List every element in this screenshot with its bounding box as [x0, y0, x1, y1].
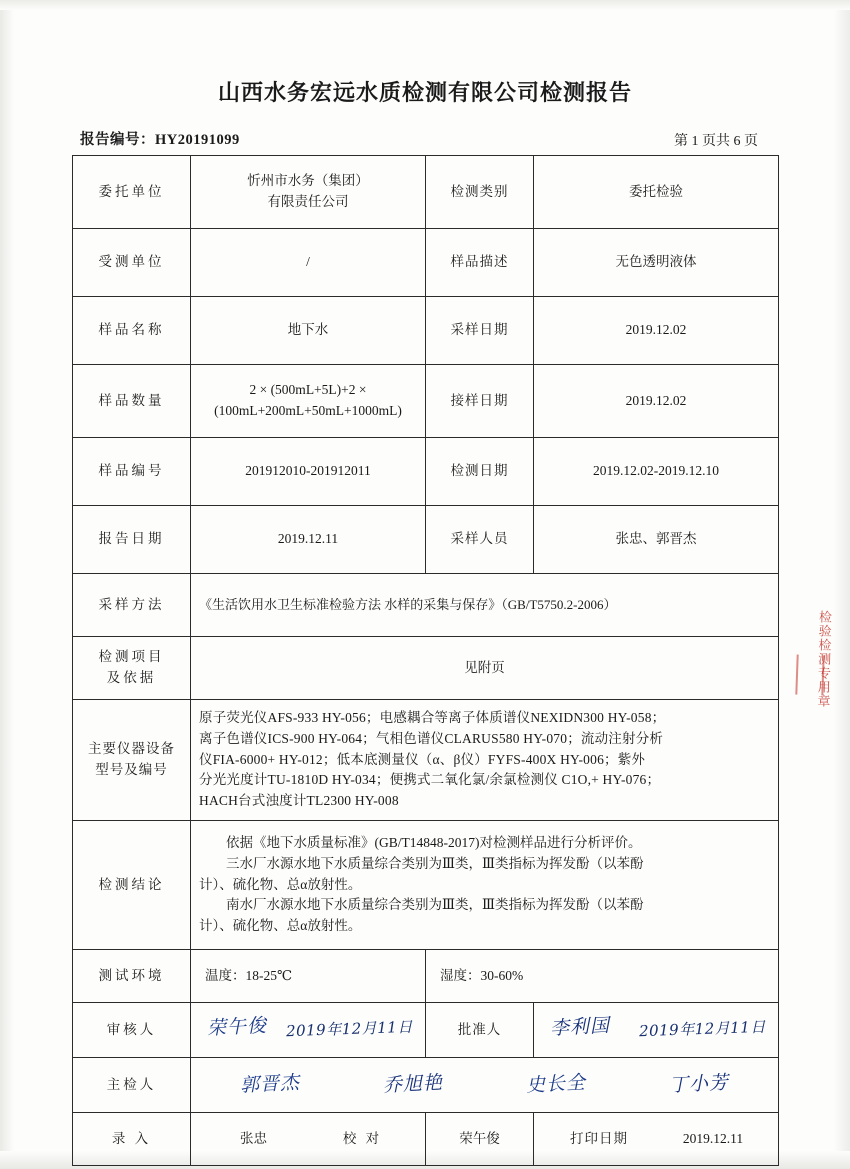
items-label — [73, 637, 191, 700]
chief-inspector-label: 主检人 — [73, 1058, 191, 1113]
table-row — [73, 1058, 779, 1113]
sample-name-value: 地下水 — [191, 297, 426, 365]
sampling-method-label: 采样方法 — [73, 574, 191, 637]
report-table — [72, 155, 779, 1166]
receive-date-value: 2019.12.02 — [534, 365, 779, 438]
tested-unit-value: / — [191, 229, 426, 297]
items-label-line1: 检测项目 — [98, 649, 165, 665]
table-row — [73, 1003, 779, 1058]
print-date-cell — [534, 1113, 779, 1166]
tested-unit-label: 受测单位 — [73, 229, 191, 297]
instruments-label-line2: 型号及编号 — [95, 762, 168, 777]
reviewer-signature-area — [199, 1015, 417, 1045]
sample-qty-line2: (100mL+200mL+50mL+1000mL) — [214, 403, 402, 418]
sample-desc-label: 样品描述 — [426, 229, 534, 297]
sample-name-label: 样品名称 — [73, 297, 191, 365]
instruments-label-line1: 主要仪器设备 — [88, 741, 175, 757]
entry-person: 张忠 — [240, 1130, 267, 1146]
proof-value: 荣午俊 — [426, 1113, 534, 1166]
instruments-line: HACH台式浊度计TL2300 HY-008 — [199, 793, 399, 809]
table-row — [73, 821, 779, 950]
sample-no-value: 201912010-201912011 — [191, 438, 426, 506]
entry-label: 录 入 — [73, 1113, 191, 1166]
report-date-label: 报告日期 — [73, 506, 191, 574]
receive-date-label: 接样日期 — [426, 365, 534, 438]
sample-desc-value: 无色透明液体 — [534, 229, 779, 297]
proof-label: 校 对 — [342, 1130, 383, 1146]
chief-inspector-signatures — [191, 1058, 779, 1113]
table-row — [73, 700, 779, 821]
table-row — [73, 574, 779, 637]
sampling-date-value: 2019.12.02 — [534, 297, 779, 365]
test-type-label: 检测类别 — [426, 156, 534, 229]
print-date-value: 2019.12.11 — [682, 1130, 744, 1146]
test-date-label: 检测日期 — [426, 438, 534, 506]
environment-temperature: 温度：18-25℃ — [191, 950, 426, 1003]
approver-label: 批准人 — [426, 1003, 534, 1058]
report-number-label: 报告编号： — [80, 132, 155, 148]
report-number — [80, 128, 240, 149]
reviewer-signature: 荣午俊 — [206, 1014, 268, 1040]
test-date-value: 2019.12.02-2019.12.10 — [534, 438, 779, 506]
conclusion-line: 南水厂水源水地下水质量综合类别为Ⅲ类，Ⅲ类指标为挥发酚（以苯酚 — [226, 897, 644, 913]
test-type-value: 委托检验 — [534, 156, 779, 229]
chief-inspector-signature: 丁小芳 — [668, 1071, 730, 1097]
conclusion-label: 检测结论 — [73, 821, 191, 950]
reviewer-label: 审核人 — [73, 1003, 191, 1058]
client-label: 委托单位 — [73, 156, 191, 229]
scan-edge-top — [0, 0, 850, 10]
approver-date: 2019年12月11日 — [638, 1017, 767, 1041]
sample-qty-value — [191, 365, 426, 438]
environment-humidity: 湿度：30-60% — [426, 950, 779, 1003]
table-row — [73, 297, 779, 365]
print-date-label: 打印日期 — [570, 1130, 628, 1146]
table-row — [73, 156, 779, 229]
official-stamp: 检验检测专用章 — [815, 609, 833, 709]
instruments-label — [73, 700, 191, 821]
scan-edge-left — [0, 0, 14, 1169]
conclusion-line: 三水厂水源水地下水质量综合类别为Ⅲ类，Ⅲ类指标为挥发酚（以苯酚 — [226, 855, 644, 871]
page-indicator: 第 1 页共 6 页 — [674, 134, 758, 149]
instruments-line: 离子色谱仪ICS-900 HY-064；气相色谱仪CLARUS580 HY-070；流动注射分析 — [199, 730, 664, 746]
chief-inspector-signature: 乔旭艳 — [382, 1071, 444, 1097]
sample-qty-label: 样品数量 — [73, 365, 191, 438]
approver-signature: 李利国 — [549, 1014, 611, 1040]
sample-qty-line1: 2 × (500mL+5L)+2 × — [249, 382, 367, 398]
chief-inspector-signature-row — [199, 1070, 770, 1100]
sampling-method-value: 《生活饮用水卫生标准检验方法 水样的采集与保存》（GB/T5750.2-2006） — [191, 574, 779, 637]
table-row — [73, 950, 779, 1003]
approver-cell — [534, 1003, 779, 1058]
instruments-line: 仪FIA-6000+ HY-012；低本底测量仪（α、β仪）FYFS-400X HY-006；紫外 — [199, 751, 646, 767]
chief-inspector-signature: 史长全 — [525, 1071, 587, 1097]
table-row — [73, 229, 779, 297]
conclusion-line: 计）、硫化物、总α放射性。 — [199, 918, 362, 934]
conclusion-line: 计）、硫化物、总α放射性。 — [199, 876, 362, 892]
chief-inspector-signature: 郭晋杰 — [239, 1071, 301, 1097]
entry-value — [191, 1113, 426, 1166]
sampling-date-label: 采样日期 — [426, 297, 534, 365]
client-value-line1: 忻州市水务（集团） — [247, 173, 369, 189]
report-date-value: 2019.12.11 — [191, 506, 426, 574]
client-value — [191, 156, 426, 229]
reviewer-date: 2019年12月11日 — [285, 1017, 414, 1041]
sampler-label: 采样人员 — [426, 506, 534, 574]
table-row — [73, 1113, 779, 1166]
table-row — [73, 506, 779, 574]
environment-label: 测试环境 — [73, 950, 191, 1003]
items-value: 见附页 — [191, 637, 779, 700]
table-row — [73, 365, 779, 438]
reviewer-cell — [191, 1003, 426, 1058]
client-value-line2: 有限责任公司 — [267, 194, 349, 209]
table-row — [73, 438, 779, 506]
report-number-value: HY20191099 — [155, 132, 240, 148]
conclusion-line: 依据《地下水质量标准》(GB/T14848-2017)对检测样品进行分析评价。 — [226, 834, 642, 850]
table-row — [73, 637, 779, 700]
stamp-mark-icon — [795, 655, 824, 696]
sample-no-label: 样品编号 — [73, 438, 191, 506]
scan-edge-right — [834, 0, 850, 1169]
items-label-line2: 及依据 — [106, 670, 157, 685]
conclusion-value — [191, 821, 779, 950]
instruments-line: 分光光度计TU-1810D HY-034；便携式二氧化氯/余氯检测仪 C1O,+ HY-076； — [199, 772, 661, 788]
approver-signature-area — [542, 1015, 770, 1045]
sampler-value: 张忠、郭晋杰 — [534, 506, 779, 574]
instruments-value — [191, 700, 779, 821]
page-title: 山西水务宏远水质检测有限公司检测报告 — [217, 80, 632, 105]
instruments-line: 原子荧光仪AFS-933 HY-056；电感耦合等离子体质谱仪NEXIDN300 HY-058； — [199, 709, 666, 725]
